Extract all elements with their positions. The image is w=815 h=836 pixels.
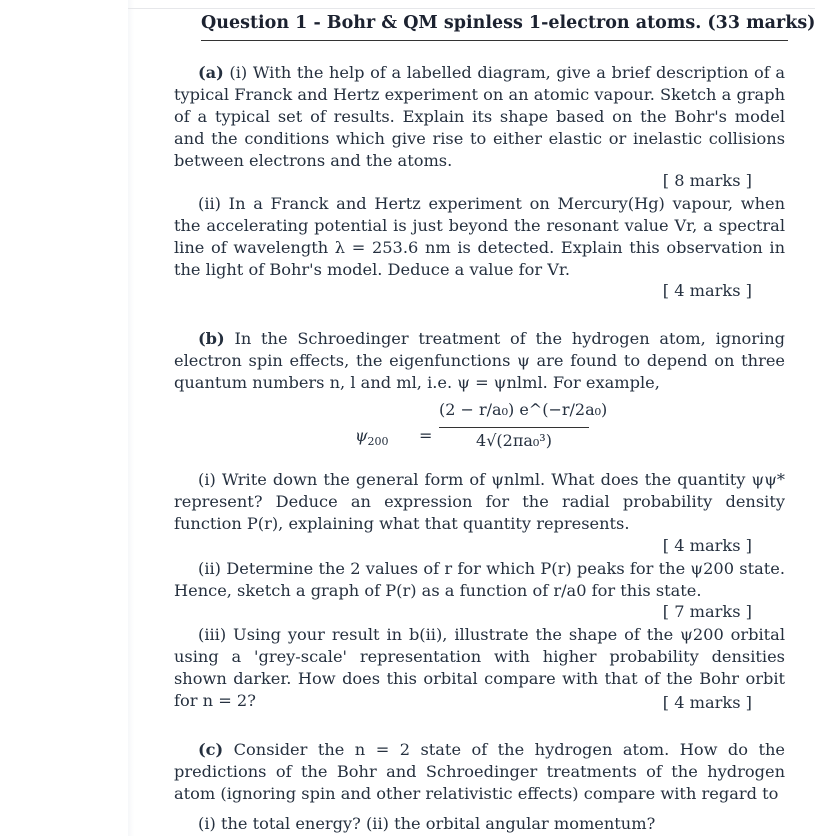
part-b-i-marks: [ 4 marks ] [662, 536, 752, 555]
part-a-i-text: (i) With the help of a labelled diagram, give a brief description of a typical Franck and Hertz experiment on an atomic vapour. Sketch a graph of a typical set of results. Explain its shape based on the Bohr's model and the conditions which give rise to either elastic or inelastic collisions between electrons and the atoms. [174, 63, 786, 170]
part-b-ii-text: (ii) Determine the 2 values of r for which P(r) peaks for the ψ200 state. Hence, sketch a graph of P(r) as a function of r/a0 for this state. [174, 559, 785, 600]
part-b-label: (b) [198, 329, 225, 348]
part-c-intro-text: Consider the n = 2 state of the hydrogen atom. How do the predictions of the Bohr and Schroedinger treatments of the hydrogen atom (ignoring spin and other relativistic effects) compare with regard to [174, 740, 785, 803]
equation-lhs: $\psi_{200}$ [355, 426, 389, 449]
equation-equals: = [419, 426, 433, 445]
part-a-i-marks: [ 8 marks ] [662, 171, 752, 190]
page-top-edge [128, 8, 815, 9]
part-b-i-text: (i) Write down the general form of ψnlml. What does the quantity ψψ* represent? Deduce an expression for the radial probability density function P(r), explaining what that quantity represents. [174, 470, 785, 533]
part-a-label: (a) [198, 63, 224, 82]
equation-denominator: 4√(2πa₀³) [476, 431, 552, 450]
part-c-items: (i) the total energy? (ii) the orbital angular momentum? [198, 814, 656, 833]
question-title: Question 1 - Bohr & QM spinless 1-electron atoms. (33 marks) [201, 13, 815, 33]
psi-200-equation [355, 400, 608, 460]
part-b-intro-paragraph [174, 328, 785, 394]
part-b-intro-text: In the Schroedinger treatment of the hydrogen atom, ignoring electron spin effects, the eigenfunctions ψ are found to depend on three quantum numbers n, l and ml, i.e. ψ = ψnlml. For example, [174, 329, 785, 392]
part-b-ii-paragraph [174, 558, 785, 602]
part-a-ii-marks: [ 4 marks ] [662, 281, 752, 300]
part-a-ii-text: (ii) In a Franck and Hertz experiment on Mercury(Hg) vapour, when the accelerating potential is just beyond the resonant value Vr, a spectral line of wavelength λ = 253.6 nm is detected. Explain this observation in the light of Bohr's model. Deduce a value for Vr. [174, 194, 785, 279]
part-b-iii-marks: [ 4 marks ] [662, 693, 752, 712]
part-c-label: (c) [198, 740, 224, 759]
part-b-ii-marks: [ 7 marks ] [662, 602, 752, 621]
fraction-bar [439, 427, 589, 428]
equation-numerator: (2 − r/a₀) e^(−r/2a₀) [439, 400, 608, 419]
part-a-ii-paragraph [174, 193, 785, 281]
part-c-paragraph [174, 739, 785, 805]
part-b-i-paragraph [174, 469, 785, 535]
part-b-iii-text: (iii) Using your result in b(ii), illustrate the shape of the ψ200 orbital using a 'grey-scale' representation with higher probability densities shown darker. How does this orbital compare with that of the Bohr orbit for n = 2? [174, 625, 785, 710]
part-a-i-paragraph [174, 62, 785, 172]
title-underline [201, 40, 788, 41]
